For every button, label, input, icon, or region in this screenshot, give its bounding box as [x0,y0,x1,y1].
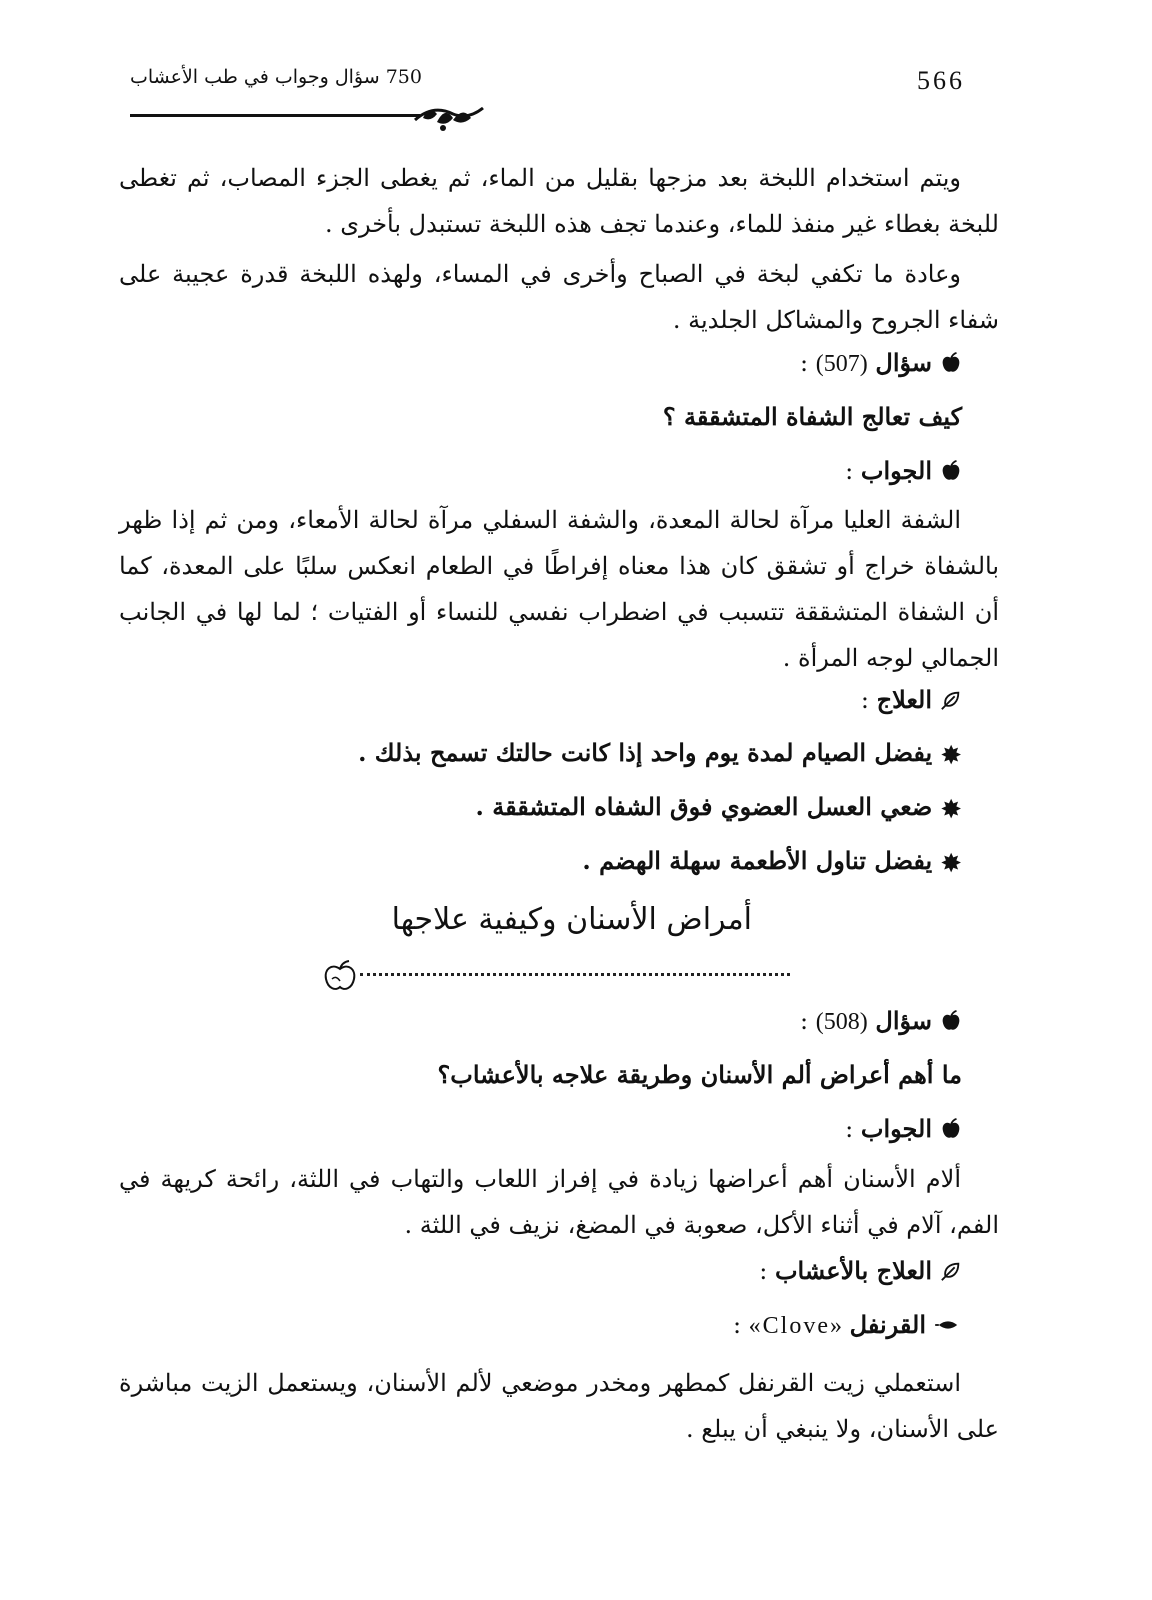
bullet-text: ضعي العسل العضوي فوق الشفاه المتشققة . [475,792,933,821]
question-text: ما أهم أعراض ألم الأسنان وطريقة علاجه بالأعشاب؟ [437,1060,962,1089]
question-label: سؤال [875,1006,932,1035]
apple-icon [940,1118,962,1140]
answer-507-label: الجواب : [122,448,962,494]
running-title: 750 سؤال وجواب في طب الأعشاب [130,66,422,88]
bullet-text: يفضل تناول الأطعمة سهلة الهضم . [582,846,933,875]
header-rule [130,114,420,117]
answer-508-label: الجواب : [122,1106,962,1152]
answer-label: الجواب [860,456,932,485]
bullet-item [122,784,962,830]
question-508-text [122,1052,962,1098]
dotted-rule [360,973,790,976]
answer-508-text [119,1156,999,1248]
herb-sprig-icon [934,1314,962,1336]
herb-usage-text [119,1360,999,1452]
fruit-ornament-icon [322,959,358,993]
treatment-label-text: العلاج بالأعشاب [774,1256,932,1285]
asterisk-icon: ✸ [940,741,962,771]
question-label: سؤال [875,348,932,377]
page-header [130,62,965,132]
treatment-label: العلاج : [122,677,962,723]
answer-text: الشفة العليا مرآة لحالة المعدة، والشفة السفلي مرآة لحالة الأمعاء، ومن ثم إذا ظهر بالشفاة خراج أو تشقق كان هذا معناه إفراطًا في الطعام انعكس سلبًا على المعدة، كما أن الشفاة المتشققة تتسبب في اضطراب نفسي للنساء أو الفتيات ؛ لما لها في الجانب الجمالي لوجه المرأة . [119,506,999,672]
paragraph-poultice-frequency [119,251,999,343]
leaf-icon [940,689,962,711]
question-507-text [122,394,962,440]
bullet-text: يفضل الصيام لمدة يوم واحد إذا كانت حالتك تسمح بذلك . [358,738,933,767]
herbal-treatment-label: العلاج بالأعشاب : [122,1248,962,1294]
asterisk-icon: ✸ [940,795,962,825]
herb-name: القرنفل [849,1310,926,1339]
paragraph-text: وعادة ما تكفي لبخة في الصباح وأخرى في المساء، ولهذه اللبخة قدرة عجيبة على شفاء الجروح والمشاكل الجلدية . [119,260,999,334]
question-507-label: سؤال (507) : [122,340,962,387]
herb-heading: القرنفل «Clove» : [122,1302,962,1349]
leaf-icon [940,1260,962,1282]
leaf-ornament-icon [413,98,485,132]
page-number: 566 [917,66,965,95]
section-divider [322,955,792,995]
herb-latin-name: «Clove» [748,1313,842,1339]
asterisk-icon: ✸ [940,849,962,879]
question-508-label: سؤال (508) : [122,998,962,1045]
question-number: (508) [815,1009,868,1035]
answer-507-text [119,497,999,681]
apple-icon [940,352,962,374]
bullet-item [122,730,962,776]
section-title: أمراض الأسنان وكيفية علاجها [391,902,752,937]
paragraph-text: استعملي زيت القرنفل كمطهر ومخدر موضعي لألم الأسنان، ويستعمل الزيت مباشرة على الأسنان، ولا ينبغي أن يبلع . [119,1369,999,1443]
apple-icon [940,1010,962,1032]
answer-label: الجواب [860,1114,932,1143]
apple-icon [940,460,962,482]
paragraph-poultice-use [119,155,999,247]
question-text: كيف تعالج الشفاة المتشققة ؟ [662,402,962,431]
question-number: (507) [815,351,868,377]
bullet-item [122,838,962,884]
treatment-label-text: العلاج [876,685,932,714]
answer-text: ألام الأسنان أهم أعراضها زيادة في إفراز اللعاب والتهاب في اللثة، رائحة كريهة في الفم، آلام في أثناء الأكل، صعوبة في المضغ، نزيف في اللثة . [119,1165,999,1239]
paragraph-text: ويتم استخدام اللبخة بعد مزجها بقليل من الماء، ثم يغطى الجزء المصاب، ثم تغطى للبخة بغطاء غير منفذ للماء، وعندما تجف هذه اللبخة تستبدل بأخرى . [119,164,999,238]
